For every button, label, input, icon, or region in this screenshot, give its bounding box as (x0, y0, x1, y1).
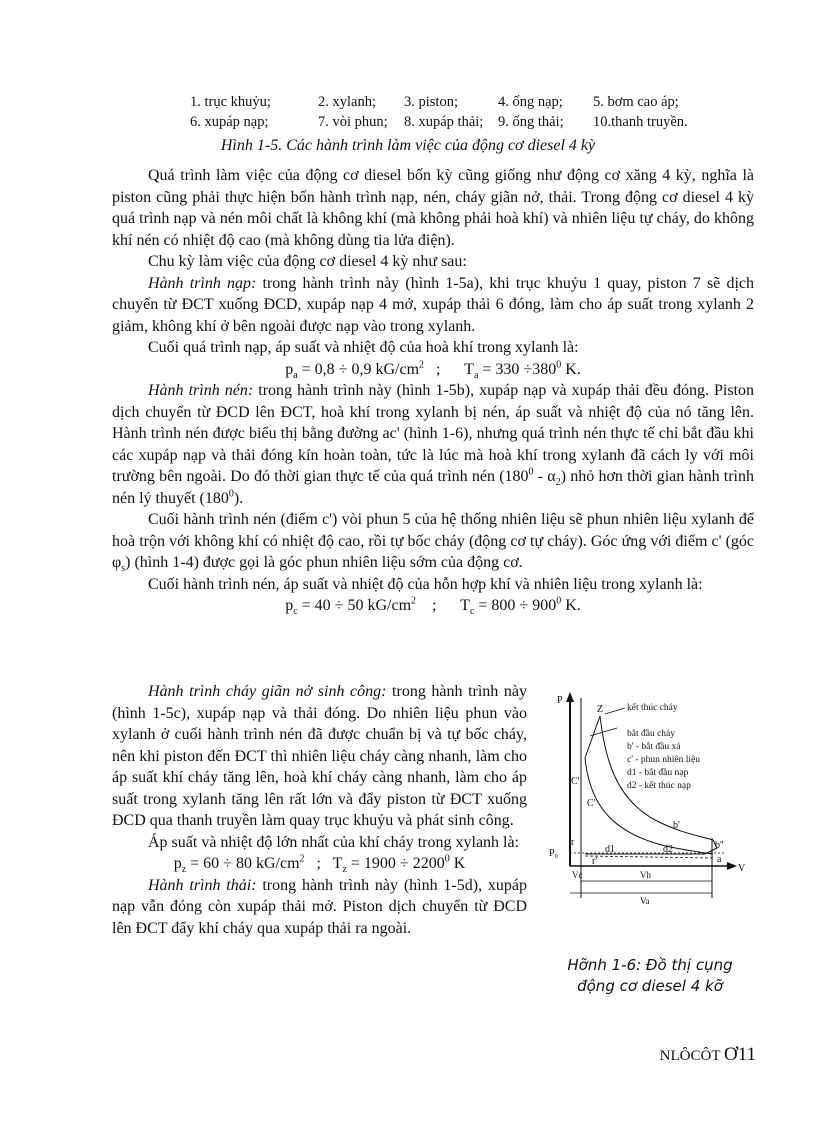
point-c-lower: C' (587, 798, 596, 809)
legend-item: 8. xupáp thải; (404, 114, 484, 130)
point-b: b' (673, 820, 680, 831)
figure-legend (190, 92, 710, 132)
legend-item: 4. ống nạp; (498, 94, 563, 110)
body-text (112, 165, 754, 617)
paragraph: Quá trình làm việc của động cơ diesel bốn kỳ cũng giống như động cơ xăng 4 kỳ, nghĩa là piston cũng phải thực hiện bốn hành trình nạp, nén, cháy giãn nở, thải. Trong động cơ diesel 4 kỳ quá trình nạp và nén môi chất là không khí (mà không phải hoà khí) và nhiên liệu tự cháy, do không khí nén có nhiệt độ cao (mà không dùng tia lửa điện). (112, 167, 754, 249)
formula: $p_c = 40 \div 50$ $kG/cm^2$ ; $T_c = 800 \div 900^0$ K. (285, 595, 581, 618)
page-number: NLÔCÔT Ơ11 (659, 1044, 756, 1065)
point-c-upper: C' (571, 776, 580, 787)
legend-row-2 (190, 112, 710, 132)
note-start-exhaust: b' - bắt đầu xả (627, 742, 681, 752)
p0-label: P₀ (549, 848, 559, 859)
legend-item: 5. bơm cao áp; (593, 94, 679, 110)
point-r: r (571, 837, 575, 848)
paragraph: Cuối hành trình nén (điểm c') vòi phun 5 của hệ thống nhiên liệu sẽ phun nhiên liệu xylanh để hoà trộn với không khí có nhiệt độ cao, rồi tự bốc cháy (động cơ tự cháy). Góc ứng với điểm c' (góc $\varphi_s$) (hình 1-4) được gọi là góc phun nhiên liệu sớm của động cơ. (112, 511, 754, 575)
point-a: a (717, 854, 722, 865)
vc-label: Vc (572, 870, 583, 880)
note-end-combustion: kết thúc cháy (627, 703, 678, 713)
paragraph: Hành trình nạp: trong hành trình này (hình 1-5a), khi trục khuỷu 1 quay, piston 7 sẽ dịch chuyển từ ĐCT xuống ĐCD, xupáp nạp 4 mở, xupáp thải 6 đóng, làm cho áp suất trong xylanh 2 giảm, không khí ở bên ngoài được nạp vào trong xylanh. (112, 274, 754, 335)
note-end-intake: d2 - kết thúc nạp (627, 781, 691, 791)
note-start-combustion: bắt đầu cháy (627, 729, 676, 739)
point-b2: b'' (715, 840, 724, 851)
va-label: Va (640, 896, 650, 906)
legend-item: 7. vòi phun; (318, 114, 388, 130)
legend-item: 3. piston; (404, 94, 458, 110)
point-d2: d2 (663, 844, 673, 855)
axis-p-label: P (557, 695, 563, 706)
paragraph: Hành trình nén: trong hành trình này (hình 1-5b), xupáp nạp và xupáp thải đều đóng. Piston dịch chuyển từ ĐCD lên ĐCT, hoà khí trong xylanh bị nén, áp suất và nhiệt độ của nó tăng lên. Hành trình nén được biểu thị bằng đường ac' (hình 1-6), nhưng quá trình nén thực tế chỉ bắt đầu khi các xupáp nạp và thải đóng kín hoàn toàn, tức là lúc mà hoà khí trong xylanh đã cách ly với môi trường bên ngoài. Do đó thời gian thực tế của quá trình nén $(180^0 - \alpha_2)$ nhỏ hơn thời gian hành trình nén lý thuyết $(180^0)$. (112, 382, 755, 507)
point-d1: d1 (605, 844, 615, 855)
figure-1-6-caption: Hỡnh 1-6: Đồ thị cụng động cơ diesel 4 kỡ (567, 956, 733, 995)
point-z: Z (597, 704, 604, 715)
paragraph-heading: Hành trình cháy giãn nở sinh công: (148, 683, 387, 700)
legend-row-1 (190, 92, 710, 112)
paragraph-heading: Hành trình nén: (148, 382, 254, 399)
legend-item: 10.thanh truyền. (593, 114, 688, 130)
paragraph: Chu kỳ làm việc của động cơ diesel 4 kỳ như sau: (148, 253, 467, 270)
figure-caption: Hình 1-5. Các hành trình làm việc của động cơ diesel 4 kỳ (220, 137, 596, 154)
note-start-intake: d1 - bắt đầu nạp (627, 768, 689, 778)
intake-line (585, 856, 713, 858)
legend-item: 1. trục khuỷu; (190, 94, 271, 110)
axis-v-label: V (738, 863, 746, 874)
paragraph: Hành trình cháy giãn nở sinh công: trong hành trình này (hình 1-5c), xupáp nạp và thải đóng. Do nhiên liệu phun vào xylanh ở cuối hành trình nén đã được chuẩn bị và tự bốc cháy, nên khi piston đến ĐCT thì nhiên liệu cháy càng nhanh, làm cho áp suất khí cháy tăng lên, hoà khí cháy càng nhanh, làm cho áp suất trong xylanh tăng lên rất lớn và đẩy piston từ ĐCT xuống ĐCD qua thanh truyền làm quay trục khuỷu và phát sinh công. (112, 683, 527, 829)
paragraph: Cuối hành trình nén, áp suất và nhiệt độ của hỗn hợp khí và nhiên liệu trong xylanh là: (148, 575, 703, 593)
formula: $p_a = 0,8 \div 0,9$ $kG/cm^2$ ; $T_a = 330 \div 380^0$ K. (285, 359, 581, 381)
point-r2: r' (592, 856, 598, 867)
paragraph-heading: Hành trình nạp: (148, 274, 257, 292)
paragraph: Áp suất và nhiệt độ lớn nhất của khí cháy trong xylanh là: (148, 833, 520, 851)
pv-diagram (545, 688, 755, 910)
paragraph-heading: Hành trình thải: (148, 876, 257, 894)
body-text-narrow (112, 681, 527, 939)
combustion-line (585, 716, 600, 758)
paragraph: Cuối quá trình nạp, áp suất và nhiệt độ của hoà khí trong xylanh là: (148, 339, 579, 356)
axis-v-arrow (727, 862, 737, 870)
note-leader-1 (605, 708, 625, 714)
legend-item: 9. ống thải; (498, 114, 564, 130)
legend-item: 6. xupáp nạp; (190, 114, 269, 130)
note-injection: c' - phun nhiên liệu (627, 755, 700, 765)
axis-p-arrow (566, 692, 574, 702)
vh-label: Vh (640, 870, 651, 880)
legend-item: 2. xylanh; (318, 94, 376, 110)
paragraph: Hành trình thải: trong hành trình này (hình 1-5d), xupáp nạp vẫn đóng còn xupáp thải mở. Piston dịch chuyển từ ĐCD lên ĐCT đẩy khí cháy qua xupáp thải ra ngoài. (112, 876, 527, 937)
formula: $p_z = 60 \div 80$ $kG/cm^2$ ; $T_z = 1900 \div 2200^0$ K (173, 853, 466, 876)
